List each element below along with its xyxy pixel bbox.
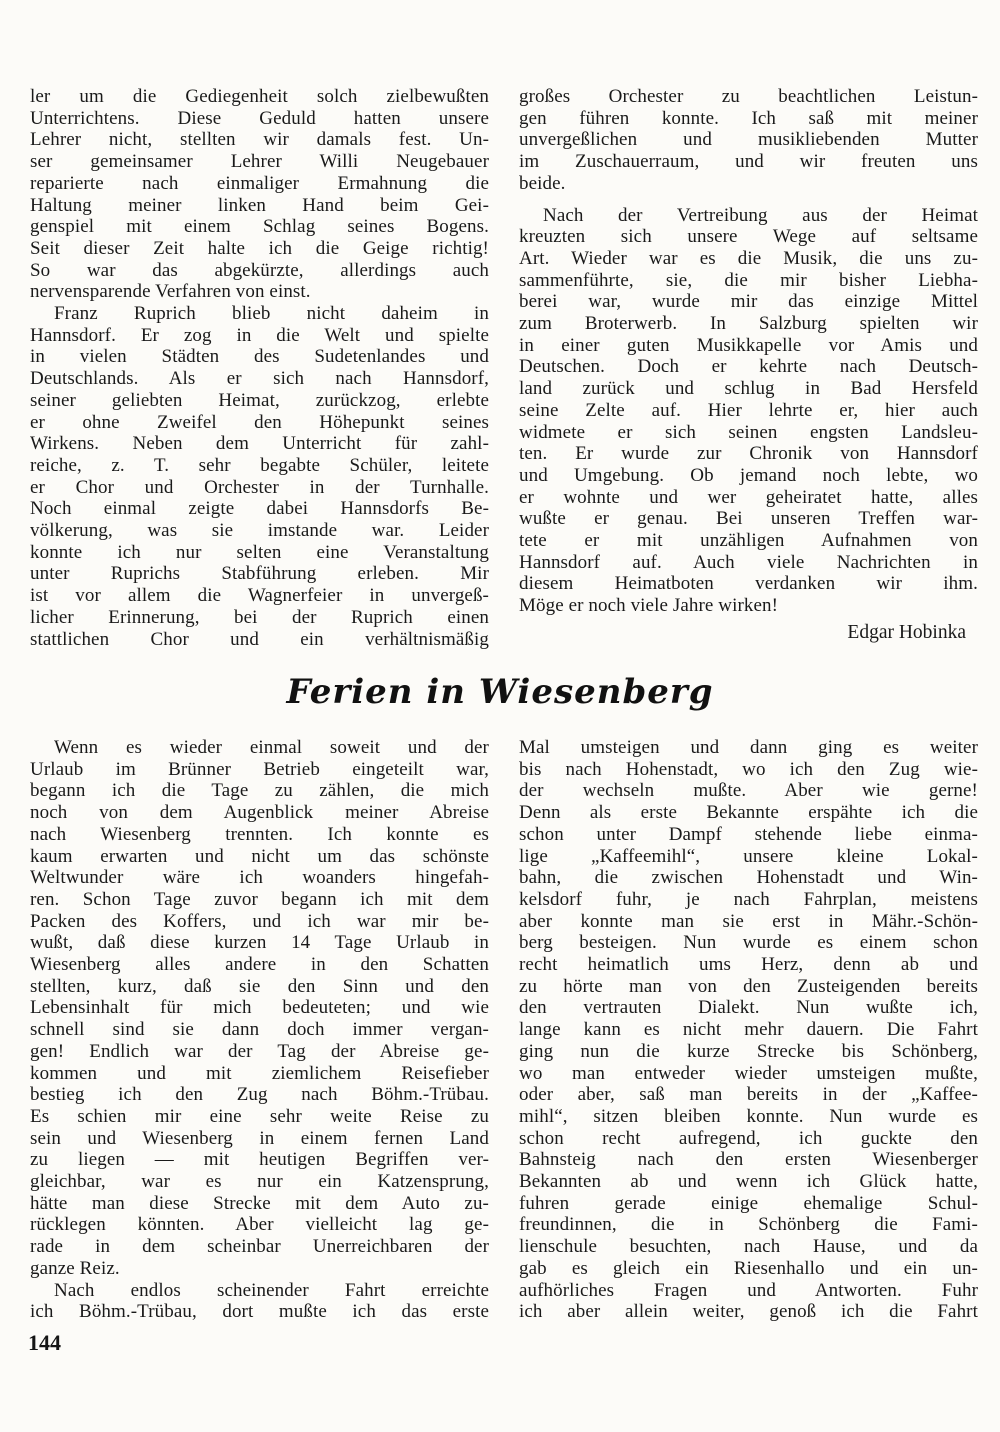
top-left-column	[30, 86, 489, 650]
text-line: Wenn es wieder einmal soweit und der	[54, 737, 489, 758]
text-line: zum Broterwerb. In Salzburg spielten wir	[519, 313, 978, 335]
text-line: Haltung meiner linken Hand beim Gei-	[30, 194, 489, 216]
text-line: ist vor allem die Wagnerfeier in unvergeß-	[30, 585, 489, 607]
text-line: schon unter Dampf stehende liebe einma-	[519, 823, 978, 845]
text-line: ser gemeinsamer Lehrer Willi Neugebauer	[30, 151, 489, 173]
text-line: Urlaub im Brünner Betrieb eingeteilt war,	[30, 758, 489, 780]
text-line: Noch einmal zeigte dabei Hannsdorfs Be-	[30, 498, 489, 520]
text-line: oder aber, saß man bereits in der „Kaffee-	[519, 1084, 978, 1106]
text-line: Lebensinhalt für mich bedeuteten; und wie	[30, 997, 489, 1019]
text-line: wo man entweder wieder umsteigen mußte,	[519, 1062, 978, 1084]
text-line: reiche, z. T. sehr begabte Schüler, leitete	[30, 454, 489, 476]
text-line: gleichbar, war es nur ein Katzensprung,	[30, 1171, 489, 1193]
text-line: fuhren gerade einige ehemalige Schul-	[519, 1192, 978, 1214]
text-line: großes Orchester zu beachtlichen Leistun-	[519, 86, 978, 107]
paragraph	[30, 86, 489, 303]
paragraph	[519, 86, 978, 195]
text-line: rade in dem scheinbar Unerreichbaren der	[30, 1236, 489, 1258]
text-line: nach Wiesenberg trennten. Ich konnte es	[30, 823, 489, 845]
text-line: schnell sind sie dann doch immer vergan-	[30, 1019, 489, 1041]
text-line: Mal umsteigen und dann ging es weiter	[519, 737, 978, 758]
text-line: licher Erinnerung, bei der Ruprich einen	[30, 606, 489, 628]
bottom-left-column	[30, 737, 489, 1323]
text-line: kreuzten sich unsere Wege auf seltsame	[519, 226, 978, 248]
top-right-column	[519, 86, 978, 650]
text-line: aber konnte man sie erst in Mähr.-Schön-	[519, 910, 978, 932]
top-right-column-text	[519, 86, 978, 617]
text-line: ganze Reiz.	[30, 1257, 120, 1279]
text-line: Lehrer nicht, stellten wir damals fest. Un-	[30, 129, 489, 151]
text-line: rücklegen könnten. Aber vielleicht lag ge-	[30, 1214, 489, 1236]
text-line: noch von dem Augenblick meiner Abreise	[30, 802, 489, 824]
text-line: zu liegen — mit heutigen Begriffen ver-	[30, 1149, 489, 1171]
text-line: unvergeßlichen und musikliebenden Mutter	[519, 129, 978, 151]
text-line: Denn als erste Bekannte erspähte ich die	[519, 802, 978, 824]
text-line: er Chor und Orchester in der Turnhalle.	[30, 476, 489, 498]
text-line: recht heimatlich ums Herz, denn ab und	[519, 954, 978, 976]
text-line: Deutschlands. Als er sich nach Hannsdorf,	[30, 368, 489, 390]
text-line: gen führen konnte. Ich saß mit meiner	[519, 107, 978, 129]
text-line: wußt, daß diese kurzen 14 Tage Urlaub in	[30, 932, 489, 954]
text-line: freundinnen, die in Schönberg die Fami-	[519, 1214, 978, 1236]
text-line: konnte ich nur selten eine Veranstaltung	[30, 541, 489, 563]
paragraph	[30, 737, 489, 1280]
text-line: So war das abgekürzte, allerdings auch	[30, 259, 489, 281]
text-line: kaum erwarten und nicht um das schönste	[30, 845, 489, 867]
text-line: genspiel mit einem Schlag seines Bogens.	[30, 216, 489, 238]
text-line: und Umgebung. Ob jemand noch lebte, wo	[519, 464, 978, 486]
text-line: Hannsdorf auf. Auch viele Nachrichten in	[519, 551, 978, 573]
article-title: Ferien in Wiesenberg	[286, 672, 714, 712]
text-line: Packen des Koffers, und ich war mir be-	[30, 910, 489, 932]
text-line: Bahnsteig nach den ersten Wiesenberger	[519, 1149, 978, 1171]
text-line: Nach der Vertreibung aus der Heimat	[543, 204, 978, 226]
text-line: Es schien mir eine sehr weite Reise zu	[30, 1105, 489, 1127]
text-line: der wechseln mußte. Aber wie gerne!	[519, 780, 978, 802]
text-line: ich Böhm.-Trübau, dort mußte ich das erste	[30, 1301, 489, 1323]
text-line: er ohne Zweifel den Höhepunkt seines	[30, 411, 489, 433]
text-line: sammenführte, sie, die mir bisher Liebha-	[519, 269, 978, 291]
text-line: Wiesenberg alles andere in den Schatten	[30, 954, 489, 976]
text-line: in vielen Städten des Sudetenlandes und	[30, 346, 489, 368]
text-line: lienschule besuchten, nach Hause, und da	[519, 1236, 978, 1258]
text-line: völkerung, was sie imstande war. Leider	[30, 520, 489, 542]
text-line: ler um die Gediegenheit solch zielbewußten	[30, 86, 489, 107]
text-line: Nach endlos scheinender Fahrt erreichte	[54, 1279, 489, 1301]
text-line: bestieg ich den Zug nach Böhm.-Trübau.	[30, 1084, 489, 1106]
text-line: wußte er genau. Bei unseren Treffen war-	[519, 508, 978, 530]
text-line: seine Zelte auf. Hier lehrte er, hier auch	[519, 399, 978, 421]
text-line: zu hörte man von den Zusteigenden bereits	[519, 975, 978, 997]
text-line: seiner geliebten Heimat, zurückzog, erlebte	[30, 389, 489, 411]
text-line: ging nun die kurze Strecke bis Schönberg,	[519, 1040, 978, 1062]
text-line: bahn, die zwischen Hohenstadt und Win-	[519, 867, 978, 889]
text-line: hätte man diese Strecke mit dem Auto zu-	[30, 1192, 489, 1214]
text-line: berg besteigen. Nun wurde es einem schon	[519, 932, 978, 954]
text-line: land zurück und schlug in Bad Hersfeld	[519, 378, 978, 400]
author-signature: Edgar Hobinka	[847, 621, 966, 643]
text-line: Seit dieser Zeit halte ich die Geige richtig!	[30, 237, 489, 259]
article-top-section	[30, 86, 978, 650]
text-line: Franz Ruprich blieb nicht daheim in	[54, 303, 489, 325]
text-line: lange kann es nicht mehr dauern. Die Fahrt	[519, 1019, 978, 1041]
text-line: unter Ruprichs Stabführung erleben. Mir	[30, 563, 489, 585]
text-line: Hannsdorf. Er zog in die Welt und spielte	[30, 324, 489, 346]
paragraph	[519, 205, 978, 617]
text-line: den vertrauten Dialekt. Nun wußte ich,	[519, 997, 978, 1019]
text-line: im Zuschauerraum, und wir freuten uns	[519, 151, 978, 173]
text-line: beide.	[519, 172, 566, 194]
text-line: er wohnte und wer geheiratet hatte, alles	[519, 486, 978, 508]
text-line: stellten, kurz, daß sie den Sinn und den	[30, 975, 489, 997]
article-bottom-section	[30, 737, 978, 1323]
paragraph	[519, 737, 978, 1323]
text-line: bis nach Hohenstadt, wo ich den Zug wie-	[519, 758, 978, 780]
text-line: reparierte nach einmaliger Ermahnung die	[30, 172, 489, 194]
paragraph	[30, 1280, 489, 1323]
text-line: mihl“, sitzen bleiben konnte. Nun wurde es	[519, 1105, 978, 1127]
text-line: lige „Kaffeemihl“, unsere kleine Lokal-	[519, 845, 978, 867]
text-line: gen! Endlich war der Tag der Abreise ge-	[30, 1040, 489, 1062]
text-line: berei war, wurde mir das einzige Mittel	[519, 291, 978, 313]
text-line: Bekannten ab und wenn ich Glück hatte,	[519, 1171, 978, 1193]
text-line: ren. Schon Tage zuvor begann ich mit dem	[30, 888, 489, 910]
text-line: begann ich die Tage zu zählen, die mich	[30, 780, 489, 802]
text-line: kelsdorf fuhr, je nach Fahrplan, meistens	[519, 888, 978, 910]
paragraph	[30, 303, 489, 650]
text-line: nervensparende Verfahren von einst.	[30, 281, 311, 303]
text-line: Weltwunder wäre ich woanders hingefah-	[30, 867, 489, 889]
text-line: schon recht aufregend, ich guckte den	[519, 1127, 978, 1149]
text-line: tete er mit unzähligen Aufnahmen von	[519, 530, 978, 552]
text-line: stattlichen Chor und ein verhältnismäßig	[30, 628, 489, 650]
text-line: gab es gleich ein Riesenhallo und ein un-	[519, 1257, 978, 1279]
text-line: Unterrichtens. Diese Geduld hatten unsere	[30, 107, 489, 129]
text-line: ten. Er wurde zur Chronik von Hannsdorf	[519, 443, 978, 465]
bottom-right-column	[519, 737, 978, 1323]
text-line: Art. Wieder war es die Musik, die uns zu-	[519, 247, 978, 269]
text-line: in einer guten Musikkapelle vor Amis und	[519, 334, 978, 356]
text-line: diesem Heimatboten verdanken wir ihm.	[519, 573, 978, 595]
text-line: Möge er noch viele Jahre wirken!	[519, 595, 779, 617]
text-line: sein und Wiesenberg in einem fernen Land	[30, 1127, 489, 1149]
text-line: Wirkens. Neben dem Unterricht für zahl-	[30, 433, 489, 455]
page-number: 144	[28, 1330, 61, 1355]
text-line: ich aber allein weiter, genoß ich die Fahrt	[519, 1301, 978, 1323]
text-line: kommen und mit ziemlichem Reisefieber	[30, 1062, 489, 1084]
text-line: widmete er sich seinen engsten Landsleu-	[519, 421, 978, 443]
text-line: aufhörliches Fragen und Antworten. Fuhr	[519, 1279, 978, 1301]
text-line: Deutschen. Doch er kehrte nach Deutsch-	[519, 356, 978, 378]
